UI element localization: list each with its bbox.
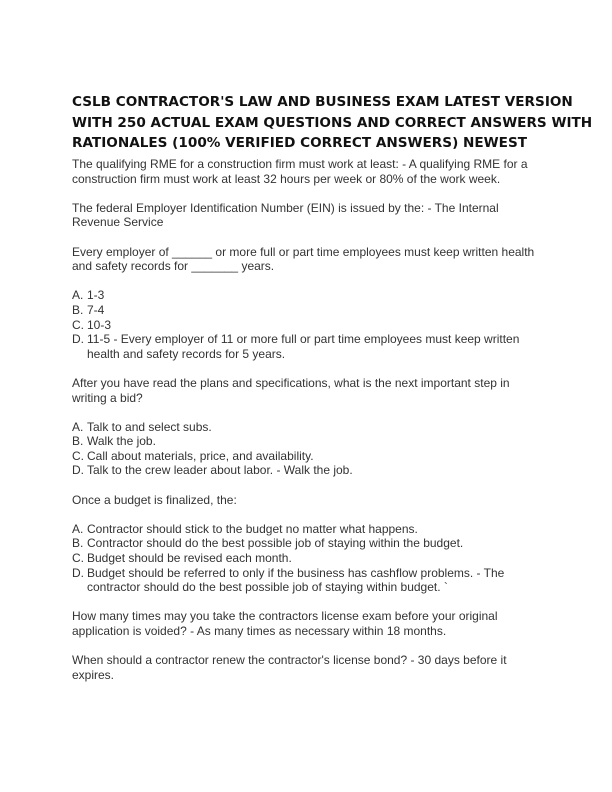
document-body	[72, 157, 552, 697]
option-text	[87, 449, 552, 464]
option-letter: C.	[72, 448, 84, 463]
title-line: CSLB CONTRACTOR'S LAW AND BUSINESS EXAM LATEST VERSION	[72, 94, 573, 110]
option-c	[72, 449, 552, 464]
option-text-line: Call about materials, price, and availability.	[87, 448, 314, 463]
question-text-line: The qualifying RME for a construction firm must work at least: - A qualifying RME for a	[72, 157, 528, 171]
option-b	[72, 434, 552, 449]
option-text	[87, 303, 552, 318]
option-text-line: Walk the job.	[87, 434, 156, 449]
option-text	[87, 463, 552, 478]
title-line: RATIONALES (100% VERIFIED CORRECT ANSWERS) NEWEST	[72, 135, 528, 151]
option-text	[87, 332, 552, 361]
option-text	[87, 420, 552, 435]
question-3-options	[72, 288, 552, 361]
question-2	[72, 201, 552, 230]
option-text-line: Talk to and select subs.	[87, 419, 212, 434]
option-text	[87, 551, 552, 566]
question-1	[72, 157, 552, 186]
option-d	[72, 332, 552, 361]
option-letter: B.	[72, 302, 84, 317]
option-text-line: Contractor should stick to the budget no matter what happens.	[87, 521, 418, 536]
question-text-line: expires.	[72, 667, 115, 682]
question-4-options	[72, 420, 552, 478]
option-text-line: 10-3	[87, 317, 112, 332]
question-text-line: How many times may you take the contractors license exam before your original	[72, 609, 498, 624]
option-text-line: Talk to the crew leader about labor. - Walk the job.	[87, 463, 353, 478]
question-text-line: construction firm must work at least 32 hours per week or 80% of the work week.	[72, 171, 501, 186]
option-text	[87, 434, 552, 449]
question-5-options	[72, 522, 552, 595]
question-3	[72, 245, 552, 274]
question-text-line: Every employer of ______ or more full or part time employees must keep written health	[72, 244, 535, 259]
option-letter: B.	[72, 536, 84, 551]
option-letter: D.	[72, 463, 84, 478]
option-text	[87, 288, 552, 303]
question-text-line: Revenue Service	[72, 215, 164, 230]
option-letter: C.	[72, 551, 84, 566]
option-text-line: contractor should do the best possible job of staying within budget. `	[87, 580, 448, 595]
option-d	[72, 566, 552, 595]
option-c	[72, 551, 552, 566]
question-text-line: After you have read the plans and specifications, what is the next important step in	[72, 375, 510, 390]
question-text-line: Once a budget is finalized, the:	[72, 492, 237, 507]
option-text-line: 11-5 - Every employer of 11 or more full or part time employees must keep written	[87, 332, 520, 347]
option-letter: A.	[72, 419, 84, 434]
option-text	[87, 566, 552, 595]
option-text-line: Budget should be referred to only if the business has cashflow problems. - The	[87, 565, 505, 580]
option-text-line: 7-4	[87, 302, 105, 317]
option-letter: A.	[72, 521, 84, 536]
option-letter: D.	[72, 332, 84, 347]
question-text-line: and safety records for _______ years.	[72, 259, 275, 274]
option-letter: A.	[72, 288, 84, 303]
title-line: WITH 250 ACTUAL EXAM QUESTIONS AND CORRECT ANSWERS WITH	[72, 114, 593, 131]
question-5	[72, 493, 552, 508]
option-text-line: Budget should be revised each month.	[87, 551, 292, 566]
option-text	[87, 318, 552, 333]
option-letter: C.	[72, 317, 84, 332]
option-text-line: 1-3	[87, 288, 105, 303]
option-b	[72, 303, 552, 318]
question-text-line: When should a contractor renew the contractor's license bond? - 30 days before it	[72, 653, 507, 668]
option-text-line: Contractor should do the best possible job of staying within the budget.	[87, 536, 464, 551]
option-d	[72, 463, 552, 478]
question-text-line: application is voided? - As many times as necessary within 18 months.	[72, 624, 447, 638]
option-c	[72, 318, 552, 333]
question-7	[72, 653, 552, 682]
document-title	[72, 92, 593, 154]
option-text-line: health and safety records for 5 years.	[87, 346, 286, 361]
option-b	[72, 536, 552, 551]
option-a	[72, 522, 552, 537]
option-text	[87, 536, 552, 551]
option-a	[72, 288, 552, 303]
option-letter: B.	[72, 434, 84, 449]
option-a	[72, 420, 552, 435]
question-4	[72, 376, 552, 405]
question-text-line: The federal Employer Identification Number (EIN) is issued by the: - The Internal	[72, 200, 499, 215]
question-text-line: writing a bid?	[72, 390, 143, 405]
question-6	[72, 609, 552, 638]
option-letter: D.	[72, 565, 84, 580]
option-text	[87, 522, 552, 537]
